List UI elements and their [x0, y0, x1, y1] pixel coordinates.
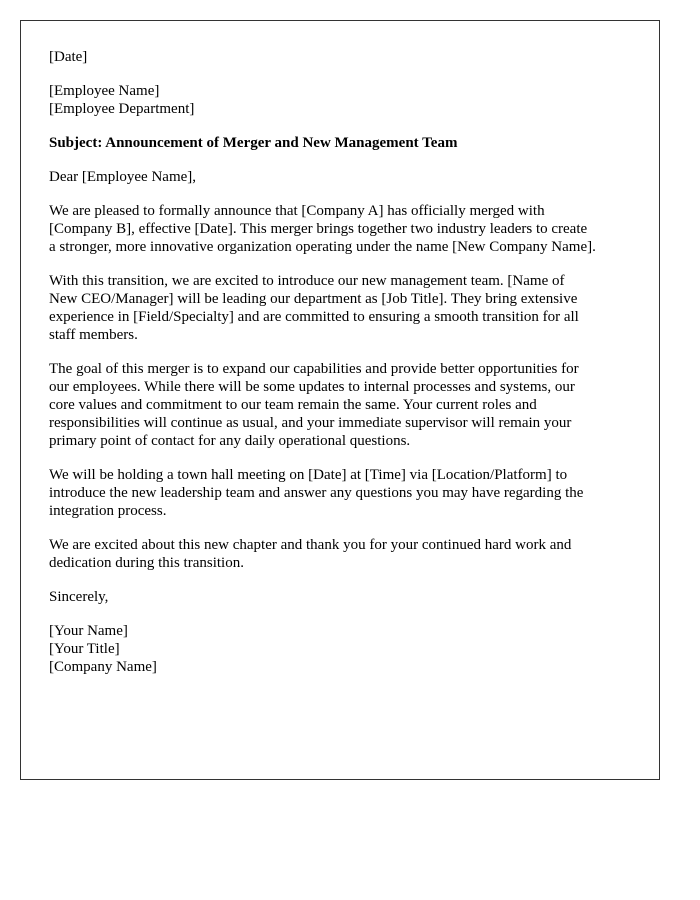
paragraph-line: With this transition, we are excited to introduce our new management team. [Name of — [49, 273, 565, 289]
paragraph-line: The goal of this merger is to expand our capabilities and provide better opportunities for — [49, 361, 579, 377]
paragraph-line: integration process. — [49, 503, 167, 519]
signature-name: [Your Name] — [49, 623, 128, 639]
paragraph-line: primary point of contact for any daily operational questions. — [49, 433, 411, 449]
body-paragraph-thanks — [49, 536, 631, 572]
letter-date: [Date] — [49, 49, 88, 65]
signature-block — [49, 622, 631, 676]
paragraph-line: introduce the new leadership team and answer any questions you may have regarding the — [49, 485, 584, 501]
recipient-name: [Employee Name] — [49, 83, 160, 99]
paragraph-line: a stronger, more innovative organization operating under the name [New Company Name]. — [49, 239, 596, 255]
body-paragraph-management — [49, 272, 631, 344]
recipient-department: [Employee Department] — [49, 101, 195, 117]
letter-date-block — [49, 48, 631, 66]
signature-title: [Your Title] — [49, 641, 120, 657]
paragraph-line: experience in [Field/Specialty] and are committed to ensuring a smooth transition for all — [49, 309, 579, 325]
paragraph-line: core values and commitment to our team remain the same. Your current roles and — [49, 397, 537, 413]
paragraph-line: staff members. — [49, 327, 138, 343]
closing-block — [49, 588, 631, 606]
body-paragraph-merger — [49, 202, 631, 256]
letter-subject: Subject: Announcement of Merger and New Management Team — [49, 135, 458, 151]
body-paragraph-goals — [49, 360, 631, 450]
paragraph-line: responsibilities will continue as usual, and your immediate supervisor will remain your — [49, 415, 572, 431]
paragraph-line: We are excited about this new chapter and thank you for your continued hard work and — [49, 537, 572, 553]
recipient-block — [49, 82, 631, 118]
paragraph-line: dedication during this transition. — [49, 555, 244, 571]
letter-document — [20, 20, 660, 780]
body-paragraph-town-hall — [49, 466, 631, 520]
subject-block — [49, 134, 631, 152]
letter-closing: Sincerely, — [49, 589, 109, 605]
letter-salutation: Dear [Employee Name], — [49, 169, 197, 185]
paragraph-line: [Company B], effective [Date]. This merger brings together two industry leaders to create — [49, 221, 588, 237]
paragraph-line: our employees. While there will be some updates to internal processes and systems, our — [49, 379, 575, 395]
paragraph-line: New CEO/Manager] will be leading our department as [Job Title]. They bring extensive — [49, 291, 578, 307]
paragraph-line: We will be holding a town hall meeting on [Date] at [Time] via [Location/Platform] to — [49, 467, 568, 483]
salutation-block — [49, 168, 631, 186]
signature-company: [Company Name] — [49, 659, 157, 675]
paragraph-line: We are pleased to formally announce that [Company A] has officially merged with — [49, 203, 545, 219]
